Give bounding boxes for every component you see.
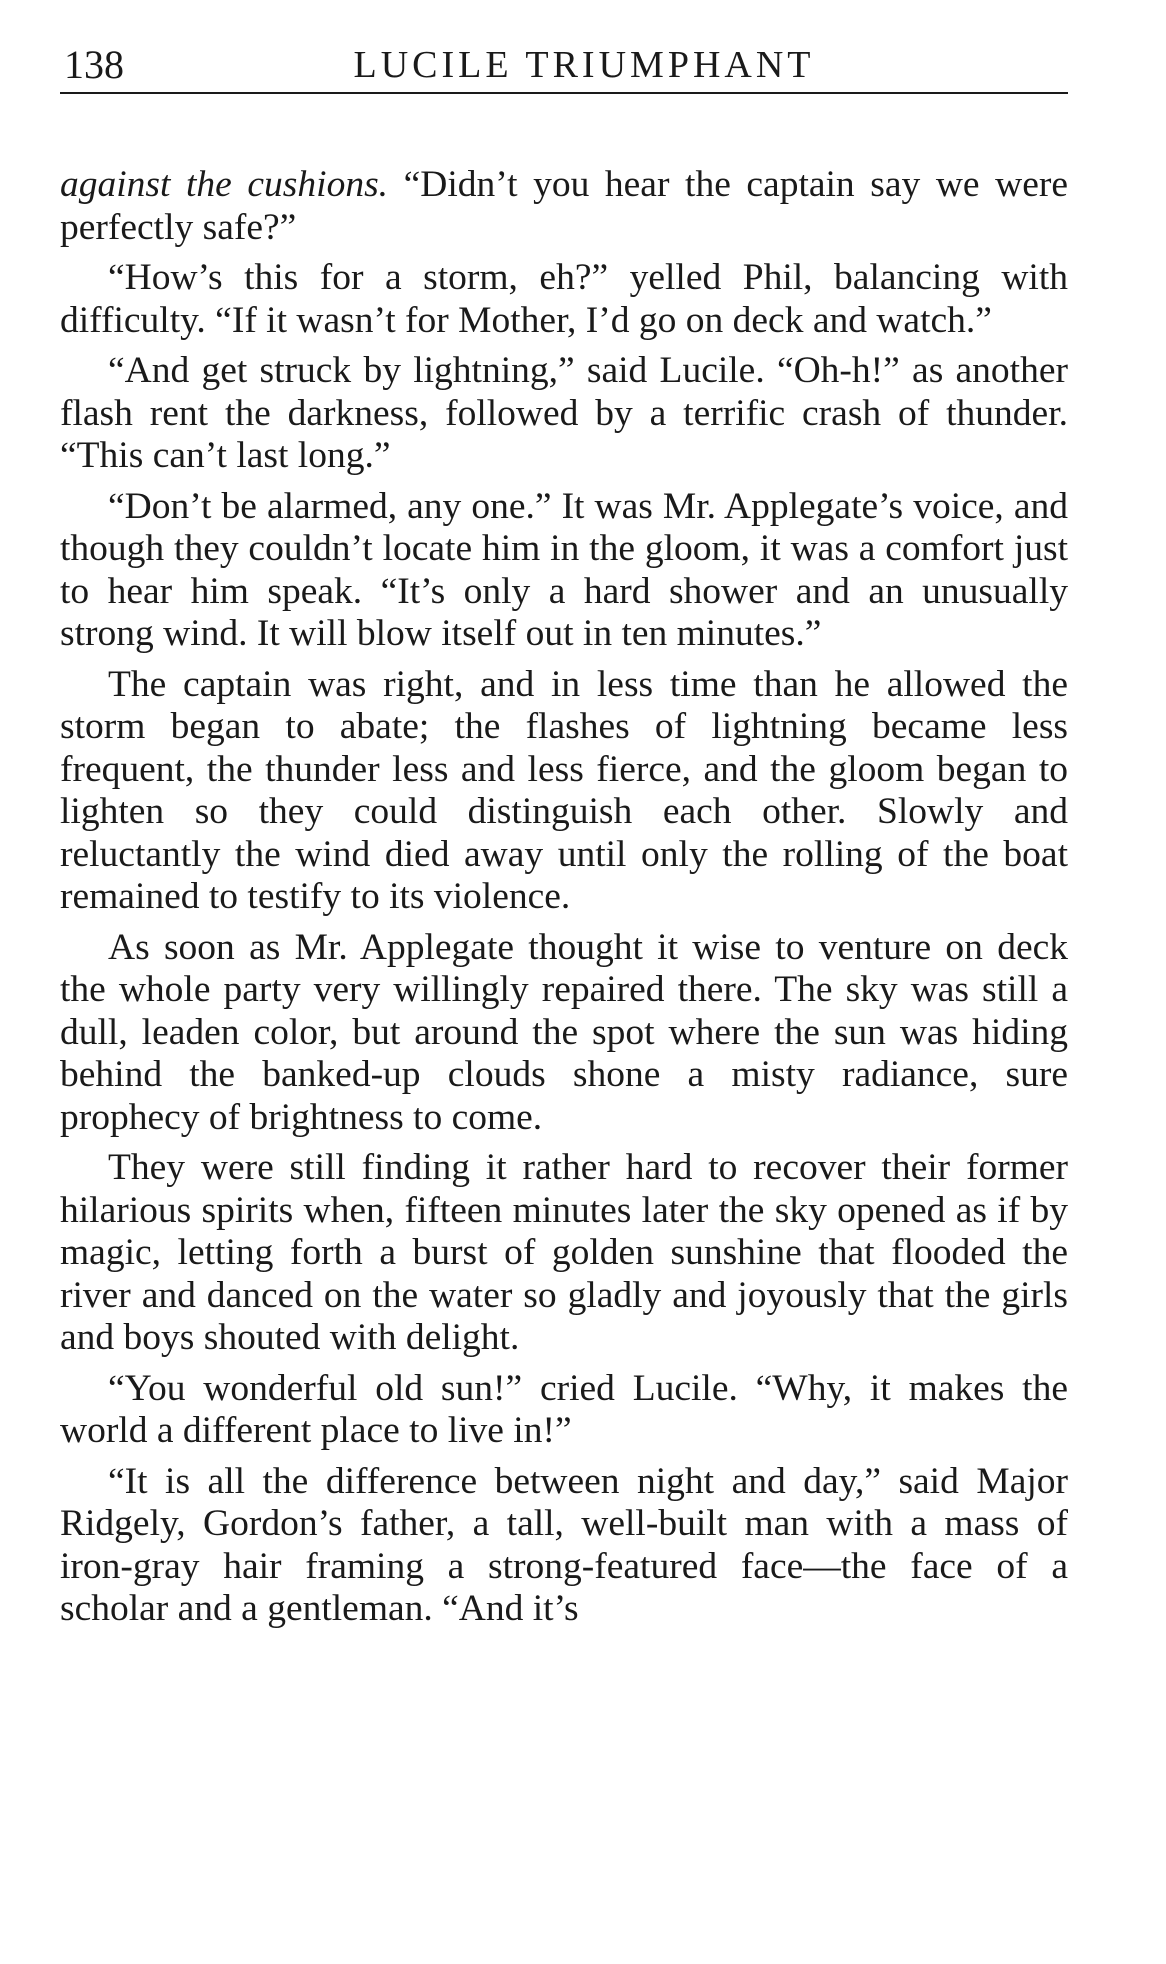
paragraph: “How’s this for a storm, eh?” yelled Phil, balancing with difficulty. “If it wasn’t for Mother, I’d go on deck and watch.” (60, 257, 1068, 341)
paragraph: The captain was right, and in less time than he allowed the storm began to abate; the flashes of lightning became less frequent, the thunder less and less fierce, and the gloom began to lighten so they could distinguish each other. Slowly and reluctantly the wind died away until only the rolling of the boat remained to testify to its violence. (60, 663, 1068, 917)
paragraph: As soon as Mr. Applegate thought it wise to venture on deck the whole party very willingly repaired there. The sky was still a dull, leaden color, but around the spot where the sun was hiding behind the banked-up clouds shone a misty radiance, sure prophecy of brightness to come. (60, 926, 1068, 1138)
paragraph: “And get struck by lightning,” said Lucile. “Oh-h!” as another flash rent the darkness, followed by a terrific crash of thunder. “This can’t last long.” (60, 350, 1068, 476)
running-head (60, 40, 1068, 94)
running-title: LUCILE TRIUMPHANT (353, 44, 815, 86)
paragraph: They were still finding it rather hard to recover their former hilarious spirits when, fifteen minutes later the sky opened as if by magic, letting forth a burst of golden sunshine that flooded the river and danced on the water so gladly and joyously that the girls and boys shouted with delight. (60, 1147, 1068, 1358)
paragraph: “It is all the difference between night and day,” said Major Ridgely, Gordon’s father, a tall, well-built man with a mass of iron-gray hair framing a strong-featured face—the face of a scholar and a gentleman. “And it’s (60, 1460, 1068, 1629)
paragraph-continued (60, 164, 1068, 249)
paragraph: “You wonderful old sun!” cried Lucile. “Why, it makes the world a different place to live in!” (60, 1367, 1068, 1451)
paragraph-continued-italic: against the cushions. (60, 164, 389, 205)
paragraph-continued-rest: “Didn’t you hear the captain say we were perfectly safe?” (60, 164, 1069, 248)
paragraph: “Don’t be alarmed, any one.” It was Mr. Applegate’s voice, and though they couldn’t locate him in the gloom, it was a comfort just to hear him speak. “It’s only a hard shower and an unusually strong wind. It will blow itself out in ten minutes.” (60, 485, 1068, 654)
page-number: 138 (64, 42, 124, 87)
body-text (60, 164, 1068, 1631)
